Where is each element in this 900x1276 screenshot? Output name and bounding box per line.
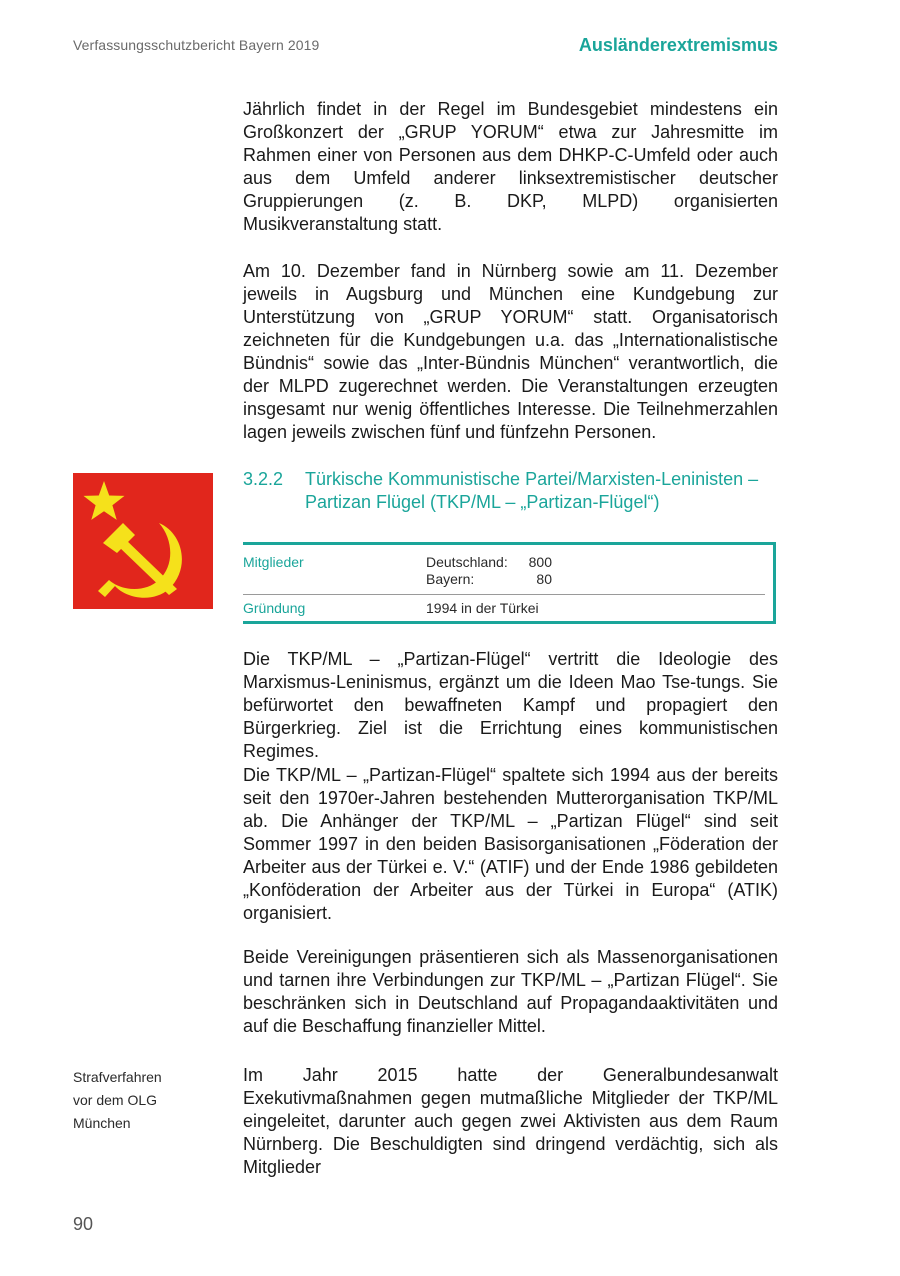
row-divider — [243, 594, 765, 595]
paragraph-split: Die TKP/ML – „Partizan-Flügel“ spaltete sich 1994 aus der bereits seit den 1970er-Jahren bestehenden Mutterorganisation TKP/ML ab. Die Anhänger der TKP/ML – „Partizan Flügel“ sind seit Sommer 1997 in den beiden Basisorganisationen „Föderation der Arbeiter aus der Türkei e. V.“ (ATIF) und der Ende 1986 gebildeten „Konföderation der Arbeiter aus der Türkei in Europa“ (ATIK) organisiert. — [243, 765, 778, 923]
region-label: Deutschland: — [426, 554, 508, 570]
founding-label: Gründung — [243, 600, 306, 616]
section-number: 3.2.2 — [243, 469, 284, 489]
section-title: Türkische Kommunistische Partei/Marxisten-Leninisten – Partizan Flügel (TKP/ML – „Partizan-Flügel“) — [305, 469, 759, 512]
margin-note-line: vor dem OLG — [73, 1092, 158, 1108]
margin-note — [73, 1066, 223, 1135]
paragraph-criminal-proceedings: Im Jahr 2015 hatte der Generalbundesanwalt Exekutivmaßnahmen gegen mutmaßliche Mitglieder der TKP/ML eingeleitet, darunter auch gegen zwei Aktivisten aus dem Raum Nürnberg. Die Beschuldigten sind dringend verdächtig, sich als Mitglieder — [243, 1065, 778, 1177]
report-title: Verfassungsschutzbericht Bayern 2019 — [73, 37, 320, 53]
page-number: 90 — [73, 1214, 94, 1234]
paragraph-grup-yorum-concert: Jährlich findet in der Regel im Bundesgebiet mindestens ein Großkonzert der „GRUP YORUM“ etwa zur Jahresmitte im Rahmen einer von Personen aus dem DHKP-C-Umfeld oder auch aus dem Umfeld anderer linksextremistischer deutscher Gruppierungen (z. B. DKP, MLPD) organisierten Musikveranstaltung statt. — [243, 99, 778, 234]
flag-graphic — [73, 473, 213, 609]
paragraph-mass-organisations: Beide Vereinigungen präsentieren sich als Massenorganisationen und tarnen ihre Verbindungen zur TKP/ML – „Partizan Flügel“. Sie beschränken sich in Deutschland auf Propagandaaktivitäten und auf die Beschaffung finanzieller Mittel. — [243, 947, 778, 1036]
hammer-sickle-star-icon — [73, 473, 213, 609]
members-row — [243, 554, 765, 594]
members-row-bavaria — [426, 571, 552, 588]
member-count: 80 — [536, 571, 552, 587]
members-values — [426, 554, 552, 588]
region-label: Bayern: — [426, 571, 475, 587]
margin-note-line: Strafverfahren — [73, 1069, 162, 1085]
members-label: Mitglieder — [243, 554, 304, 570]
paragraph-rallies: Am 10. Dezember fand in Nürnberg sowie am 11. Dezember jeweils in Augsburg und München eine Kundgebung zur Unterstützung von „GRUP YORUM“ statt. Organisatorisch zeichneten für die Kundgebungen u.a. das „Internationalistische Bündnis“ sowie das „Inter-Bündnis München“ verantwortlich, die der MLPD zugerechnet werden. Die Veranstaltungen erzeugten insgesamt nur wenig öffentliches Interesse. Die Teilnehmerzahlen lagen jeweils zwischen fünf und fünfzehn Personen. — [243, 261, 778, 442]
margin-note-line: München — [73, 1115, 131, 1131]
organization-info-box — [243, 542, 776, 624]
members-row-germany — [426, 554, 552, 571]
section-heading — [243, 468, 783, 514]
chapter-title: Ausländerextremismus — [578, 35, 778, 55]
paragraph-ideology: Die TKP/ML – „Partizan-Flügel“ vertritt die Ideologie des Marxismus-Leninismus, ergänzt um die Ideen Mao Tse-tungs. Sie befürwortet den bewaffneten Kampf und propagiert den Bürgerkrieg. Ziel ist die Errichtung eines kommunistischen Regimes. — [243, 649, 778, 761]
members-table — [426, 554, 552, 588]
founding-value: 1994 in der Türkei — [426, 600, 539, 616]
member-count: 800 — [528, 554, 552, 570]
